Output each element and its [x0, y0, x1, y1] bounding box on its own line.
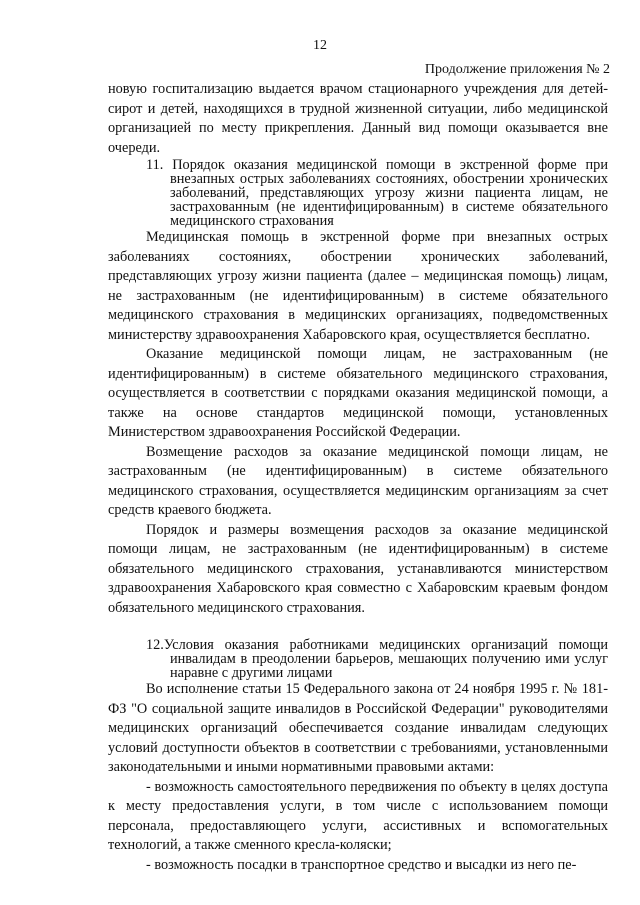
appendix-note: Продолжение приложения № 2	[424, 62, 610, 77]
list-item: - возможность самостоятельного передвижения по объекту в целях доступа к месту предоставления услуги, в том числе с использованием помощи персонала, предоставляющего услуги, ассистивных и вспомогательных технологий, а также сменного кресла-коляски;	[108, 778, 608, 853]
list-item: - возможность посадки в транспортное средство и высадки из него пе-	[146, 856, 577, 873]
section-heading-12: 12.Условия оказания работниками медицинских организаций помощи инвалидам в преодолении барьеров, мешающих получению ими услуг наравне с другими лицами	[146, 637, 608, 681]
paragraph: Порядок и размеры возмещения расходов за оказание медицинской помощи лицам, не застрахованным (не идентифицированным) в системе обязательного медицинского страхования, устанавливаются министерством здравоохранения Хабаровского края совместно с Хабаровским краевым фондом обязательного медицинского страхования.	[108, 521, 608, 616]
section-heading-11: 11. Порядок оказания медицинской помощи в экстренной форме при внезапных острых заболеваниях состояниях, обострении хронических заболеваний, представляющих угрозу жизни пациента лицам, не застрахованным (не идентифицированным) в системе обязательного медицинского страхования	[146, 157, 608, 229]
paragraph: Медицинская помощь в экстренной форме при внезапных острых заболеваниях состояниях, обострении хронических заболеваний, представляющих угрозу жизни пациента (далее – медицинская помощь) лицам, не застрахованным (не идентифицированным) в системе обязательного медицинского страхования в медицинских организациях, подведомственных министерству здравоохранения Хабаровского края, осуществляется бесплатно.	[108, 229, 608, 343]
paragraph: Во исполнение статьи 15 Федерального закона от 24 ноября 1995 г. № 181-ФЗ "О социальной защите инвалидов в Российской Федерации" руководителями медицинских организаций обеспечивается создание инвалидам следующих условий доступности объектов в соответствии с требованиями, установленными законодательными и иными нормативными правовыми актами:	[108, 681, 608, 775]
document-body	[108, 80, 608, 875]
paragraph: Оказание медицинской помощи лицам, не застрахованным (не идентифицированным) в системе обязательного медицинского страхования, осуществляется в соответствии с порядками оказания медицинской помощи, а также на основе стандартов медицинской помощи, установленных Министерством здравоохранения Российской Федерации.	[108, 346, 608, 440]
paragraph-continuation: новую госпитализацию выдается врачом стационарного учреждения для детей-сирот и детей, находящихся в трудной жизненной ситуации, либо медицинской организацией по месту прикрепления. Данный вид помощи оказывается вне очереди.	[108, 81, 608, 156]
page-number: 12	[313, 38, 327, 53]
paragraph: Возмещение расходов за оказание медицинской помощи лицам, не застрахованным (не идентифицированным) в системе обязательного медицинского страхования, осуществляется медицинским организациям за счет средств краевого бюджета.	[108, 443, 608, 518]
